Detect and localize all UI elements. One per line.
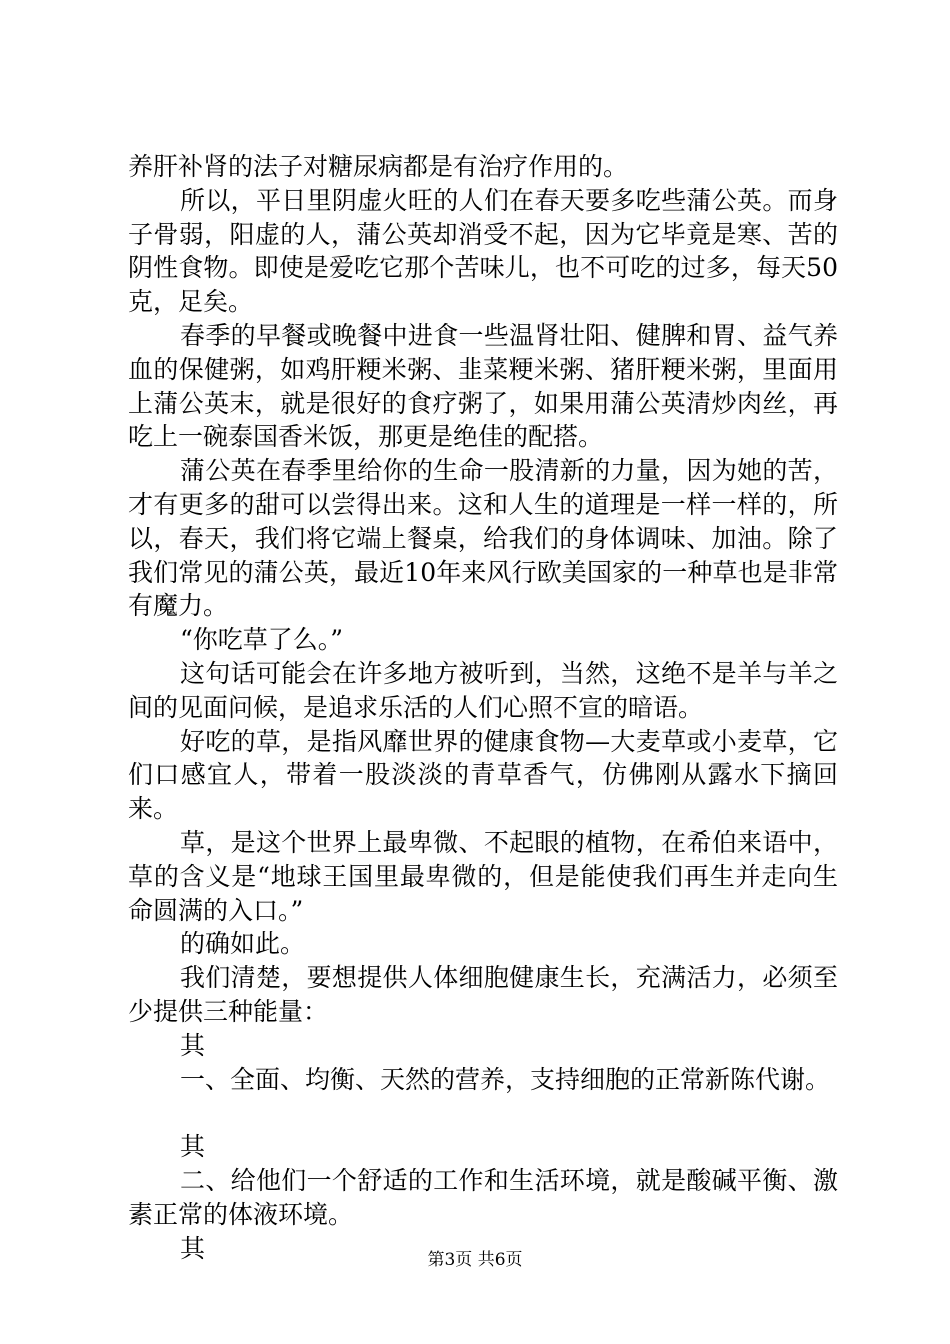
paragraph-6: 这句话可能会在许多地方被听到，当然，这绝不是羊与羊之间的见面问候，是追求乐活的人们心照不宣的暗语。 — [128, 658, 838, 722]
paragraph-9: 的确如此。 — [180, 929, 306, 959]
paragraph-3: 春季的早餐或晚餐中进食一些温肾壮阳、健脾和胃、益气养血的保健粥，如鸡肝粳米粥、韭菜粳米粥、猪肝粳米粥，里面用上蒲公英末，就是很好的食疗粥了，如果用蒲公英清炒肉丝，再吃上一碗泰国香米饭，那更是绝佳的配搭。 — [128, 320, 838, 452]
paragraph-2: 所以，平日里阴虚火旺的人们在春天要多吃些蒲公英。而身子骨弱，阳虚的人，蒲公英却消受不起，因为它毕竟是寒、苦的阴性食物。即使是爱吃它那个苦味儿，也不可吃的过多，每天50克，足矣。 — [128, 185, 838, 317]
paragraph-12: 一、全面、均衡、天然的营养，支持细胞的正常新陈代谢。 — [180, 1064, 831, 1094]
body-text — [128, 150, 838, 1265]
paragraph-14: 其 — [180, 1132, 206, 1162]
paragraph-10: 我们清楚，要想提供人体细胞健康生长，充满活力，必须至少提供三种能量： — [128, 963, 838, 1026]
paragraph-11: 其 — [180, 1030, 206, 1060]
paragraph-7: 好吃的草，是指风靡世界的健康食物—大麦草或小麦草，它们口感宜人，带着一股淡淡的青草香气，仿佛刚从露水下摘回来。 — [128, 726, 838, 824]
paragraph-15: 二、给他们一个舒适的工作和生活环境，就是酸碱平衡、激素正常的体液环境。 — [128, 1165, 838, 1229]
paragraph-8: 草，是这个世界上最卑微、不起眼的植物，在希伯来语中，草的含义是“地球王国里最卑微的，但是能使我们再生并走向生命圆满的入口。” — [128, 827, 838, 925]
page-number-footer: 第3页 共6页 — [427, 1250, 523, 1270]
paragraph-1: 养肝补肾的法子对糖尿病都是有治疗作用的。 — [128, 152, 629, 181]
paragraph-4: 蒲公英在春季里给你的生命一股清新的力量，因为她的苦，才有更多的甜可以尝得出来。这和人生的道理是一样一样的，所以，春天，我们将它端上餐桌，给我们的身体调味、加油。除了我们常见的蒲公英，最近10年来风行欧美国家的一种草也是非常有魔力。 — [128, 456, 838, 621]
blank-line — [128, 1096, 838, 1130]
paragraph-5: “你吃草了么。” — [180, 625, 344, 655]
paragraph-16: 其 — [180, 1233, 206, 1263]
